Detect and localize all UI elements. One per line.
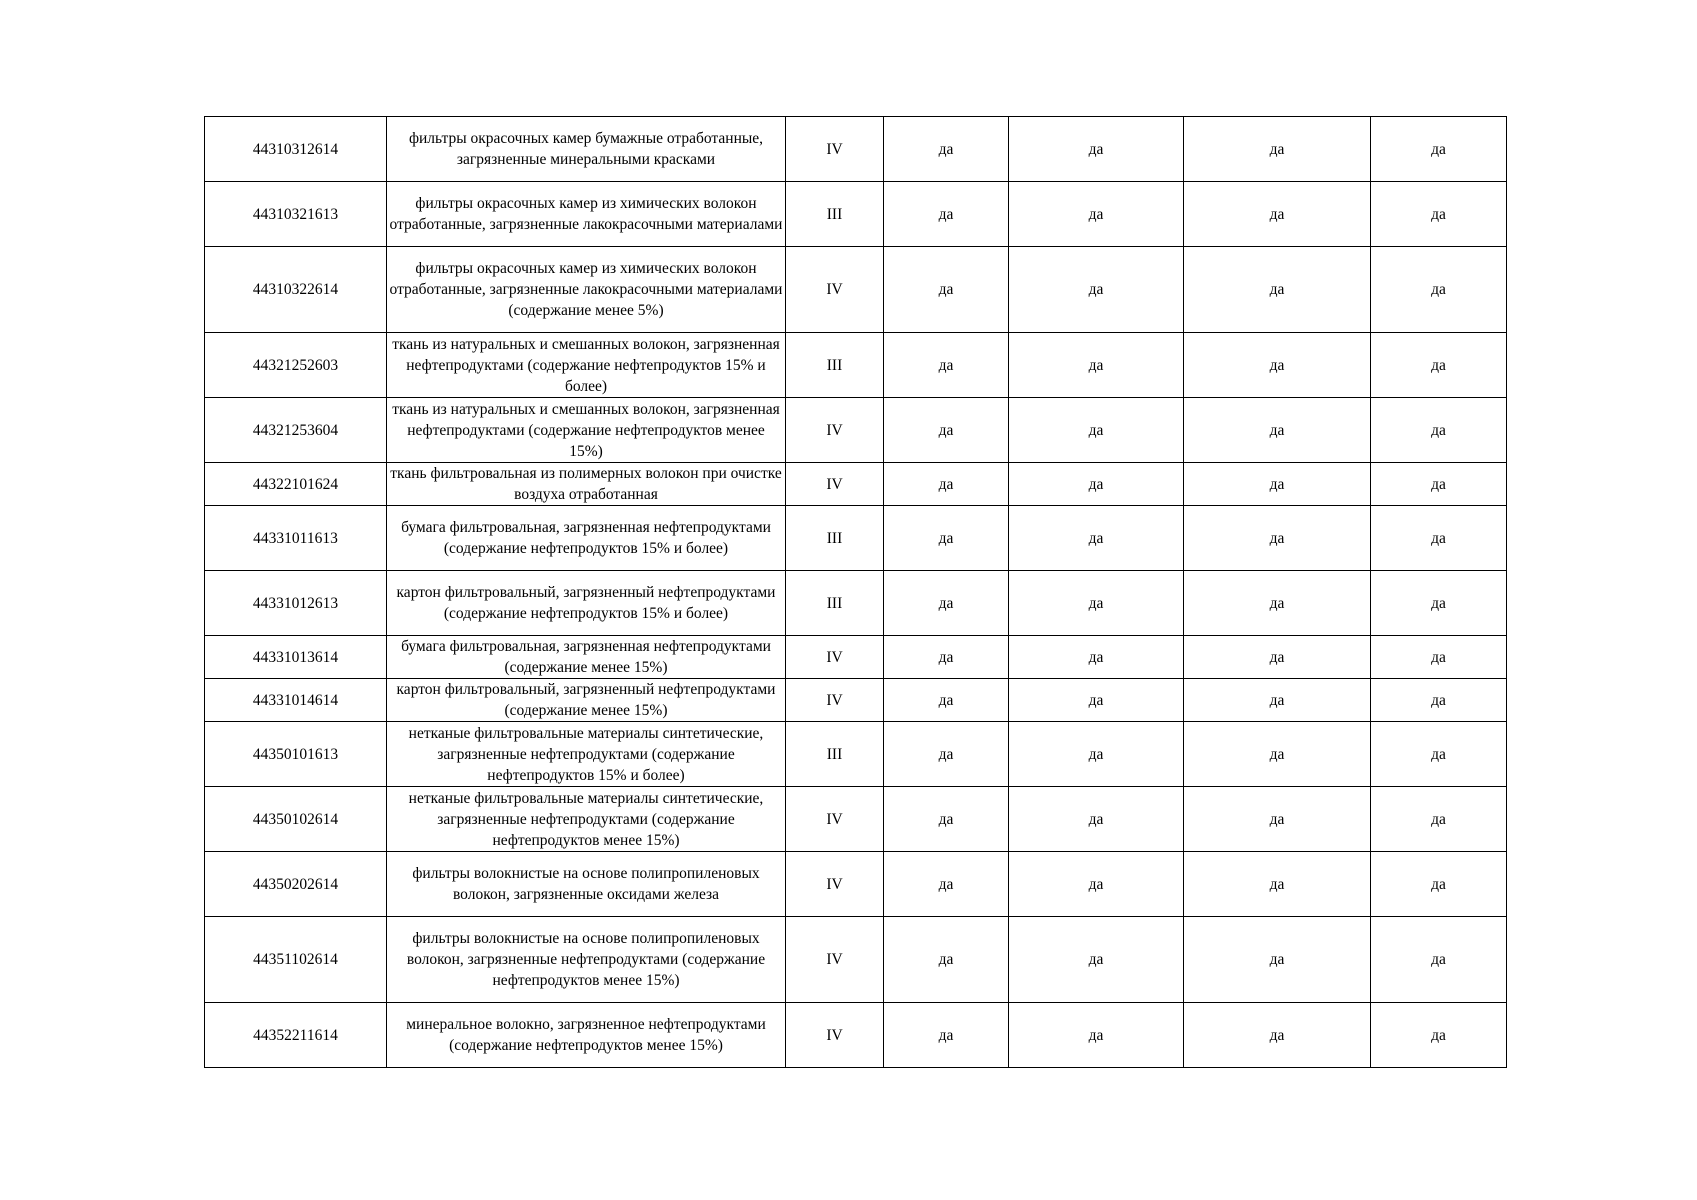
hazard-class: IV (786, 398, 884, 463)
flag-cell-2: да (1009, 506, 1184, 571)
flag-cell-1: да (884, 398, 1009, 463)
table-row (205, 182, 1507, 247)
waste-code: 44321253604 (205, 398, 387, 463)
flag-cell-3: да (1184, 398, 1371, 463)
flag-cell-4: да (1371, 117, 1507, 182)
flag-cell-1: да (884, 852, 1009, 917)
waste-name: бумага фильтровальная, загрязненная нефтепродуктами (содержание менее 15%) (387, 636, 786, 679)
waste-name: нетканые фильтровальные материалы синтетические, загрязненные нефтепродуктами (содержание нефтепродуктов 15% и более) (387, 722, 786, 787)
waste-code: 44331012613 (205, 571, 387, 636)
flag-cell-1: да (884, 247, 1009, 333)
hazard-class: IV (786, 117, 884, 182)
hazard-class: IV (786, 679, 884, 722)
flag-cell-3: да (1184, 852, 1371, 917)
flag-cell-2: да (1009, 722, 1184, 787)
flag-cell-2: да (1009, 247, 1184, 333)
flag-cell-1: да (884, 722, 1009, 787)
flag-cell-3: да (1184, 182, 1371, 247)
flag-cell-4: да (1371, 182, 1507, 247)
flag-cell-3: да (1184, 679, 1371, 722)
flag-cell-1: да (884, 506, 1009, 571)
flag-cell-2: да (1009, 679, 1184, 722)
table-row (205, 1003, 1507, 1068)
waste-name: бумага фильтровальная, загрязненная нефтепродуктами (содержание нефтепродуктов 15% и более) (387, 506, 786, 571)
flag-cell-2: да (1009, 852, 1184, 917)
waste-code: 44351102614 (205, 917, 387, 1003)
table-body (205, 117, 1507, 1068)
waste-table (204, 116, 1507, 1068)
table-row (205, 787, 1507, 852)
waste-code: 44310321613 (205, 182, 387, 247)
flag-cell-1: да (884, 1003, 1009, 1068)
flag-cell-1: да (884, 636, 1009, 679)
waste-code: 44321252603 (205, 333, 387, 398)
waste-code: 44350101613 (205, 722, 387, 787)
hazard-class: III (786, 333, 884, 398)
waste-name: фильтры волокнистые на основе полипропиленовых волокон, загрязненные нефтепродуктами (содержание нефтепродуктов менее 15%) (387, 917, 786, 1003)
flag-cell-4: да (1371, 917, 1507, 1003)
flag-cell-3: да (1184, 787, 1371, 852)
waste-code: 44350202614 (205, 852, 387, 917)
flag-cell-2: да (1009, 398, 1184, 463)
flag-cell-2: да (1009, 787, 1184, 852)
waste-code: 44322101624 (205, 463, 387, 506)
hazard-class: III (786, 722, 884, 787)
flag-cell-3: да (1184, 917, 1371, 1003)
flag-cell-2: да (1009, 463, 1184, 506)
waste-name: ткань из натуральных и смешанных волокон, загрязненная нефтепродуктами (содержание нефтепродуктов менее 15%) (387, 398, 786, 463)
table-row (205, 398, 1507, 463)
flag-cell-2: да (1009, 333, 1184, 398)
flag-cell-4: да (1371, 679, 1507, 722)
flag-cell-1: да (884, 571, 1009, 636)
table-row (205, 506, 1507, 571)
table-row (205, 852, 1507, 917)
hazard-class: IV (786, 636, 884, 679)
waste-name: фильтры волокнистые на основе полипропиленовых волокон, загрязненные оксидами железа (387, 852, 786, 917)
table-row (205, 117, 1507, 182)
hazard-class: III (786, 506, 884, 571)
flag-cell-1: да (884, 787, 1009, 852)
flag-cell-4: да (1371, 247, 1507, 333)
flag-cell-2: да (1009, 117, 1184, 182)
hazard-class: IV (786, 463, 884, 506)
flag-cell-2: да (1009, 917, 1184, 1003)
waste-code: 44350102614 (205, 787, 387, 852)
waste-code: 44331011613 (205, 506, 387, 571)
flag-cell-4: да (1371, 1003, 1507, 1068)
hazard-class: IV (786, 1003, 884, 1068)
flag-cell-3: да (1184, 1003, 1371, 1068)
flag-cell-4: да (1371, 787, 1507, 852)
table-row (205, 917, 1507, 1003)
waste-name: фильтры окрасочных камер из химических волокон отработанные, загрязненные лакокрасочными материалами (387, 182, 786, 247)
flag-cell-2: да (1009, 182, 1184, 247)
waste-code: 44310322614 (205, 247, 387, 333)
table-row (205, 722, 1507, 787)
hazard-class: IV (786, 917, 884, 1003)
flag-cell-3: да (1184, 636, 1371, 679)
table-row (205, 679, 1507, 722)
waste-code: 44352211614 (205, 1003, 387, 1068)
flag-cell-3: да (1184, 463, 1371, 506)
waste-code: 44331014614 (205, 679, 387, 722)
flag-cell-1: да (884, 917, 1009, 1003)
flag-cell-4: да (1371, 722, 1507, 787)
table-row (205, 571, 1507, 636)
waste-name: картон фильтровальный, загрязненный нефтепродуктами (содержание менее 15%) (387, 679, 786, 722)
waste-name: ткань из натуральных и смешанных волокон, загрязненная нефтепродуктами (содержание нефтепродуктов 15% и более) (387, 333, 786, 398)
waste-name: минеральное волокно, загрязненное нефтепродуктами (содержание нефтепродуктов менее 15%) (387, 1003, 786, 1068)
flag-cell-3: да (1184, 506, 1371, 571)
flag-cell-3: да (1184, 722, 1371, 787)
flag-cell-1: да (884, 463, 1009, 506)
flag-cell-2: да (1009, 636, 1184, 679)
flag-cell-3: да (1184, 571, 1371, 636)
flag-cell-4: да (1371, 852, 1507, 917)
hazard-class: IV (786, 247, 884, 333)
hazard-class: IV (786, 787, 884, 852)
hazard-class: III (786, 182, 884, 247)
waste-name: нетканые фильтровальные материалы синтетические, загрязненные нефтепродуктами (содержание нефтепродуктов менее 15%) (387, 787, 786, 852)
waste-code: 44331013614 (205, 636, 387, 679)
flag-cell-1: да (884, 333, 1009, 398)
flag-cell-1: да (884, 679, 1009, 722)
flag-cell-3: да (1184, 247, 1371, 333)
waste-name: ткань фильтровальная из полимерных волокон при очистке воздуха отработанная (387, 463, 786, 506)
table-row (205, 333, 1507, 398)
flag-cell-4: да (1371, 636, 1507, 679)
hazard-class: IV (786, 852, 884, 917)
flag-cell-3: да (1184, 333, 1371, 398)
flag-cell-4: да (1371, 398, 1507, 463)
waste-name: фильтры окрасочных камер из химических волокон отработанные, загрязненные лакокрасочными материалами (содержание менее 5%) (387, 247, 786, 333)
table-row (205, 463, 1507, 506)
waste-name: фильтры окрасочных камер бумажные отработанные, загрязненные минеральными красками (387, 117, 786, 182)
flag-cell-4: да (1371, 463, 1507, 506)
flag-cell-4: да (1371, 506, 1507, 571)
flag-cell-3: да (1184, 117, 1371, 182)
hazard-class: III (786, 571, 884, 636)
waste-name: картон фильтровальный, загрязненный нефтепродуктами (содержание нефтепродуктов 15% и более) (387, 571, 786, 636)
flag-cell-2: да (1009, 1003, 1184, 1068)
table-row (205, 247, 1507, 333)
flag-cell-4: да (1371, 571, 1507, 636)
flag-cell-1: да (884, 182, 1009, 247)
flag-cell-4: да (1371, 333, 1507, 398)
flag-cell-1: да (884, 117, 1009, 182)
flag-cell-2: да (1009, 571, 1184, 636)
table-row (205, 636, 1507, 679)
waste-code: 44310312614 (205, 117, 387, 182)
